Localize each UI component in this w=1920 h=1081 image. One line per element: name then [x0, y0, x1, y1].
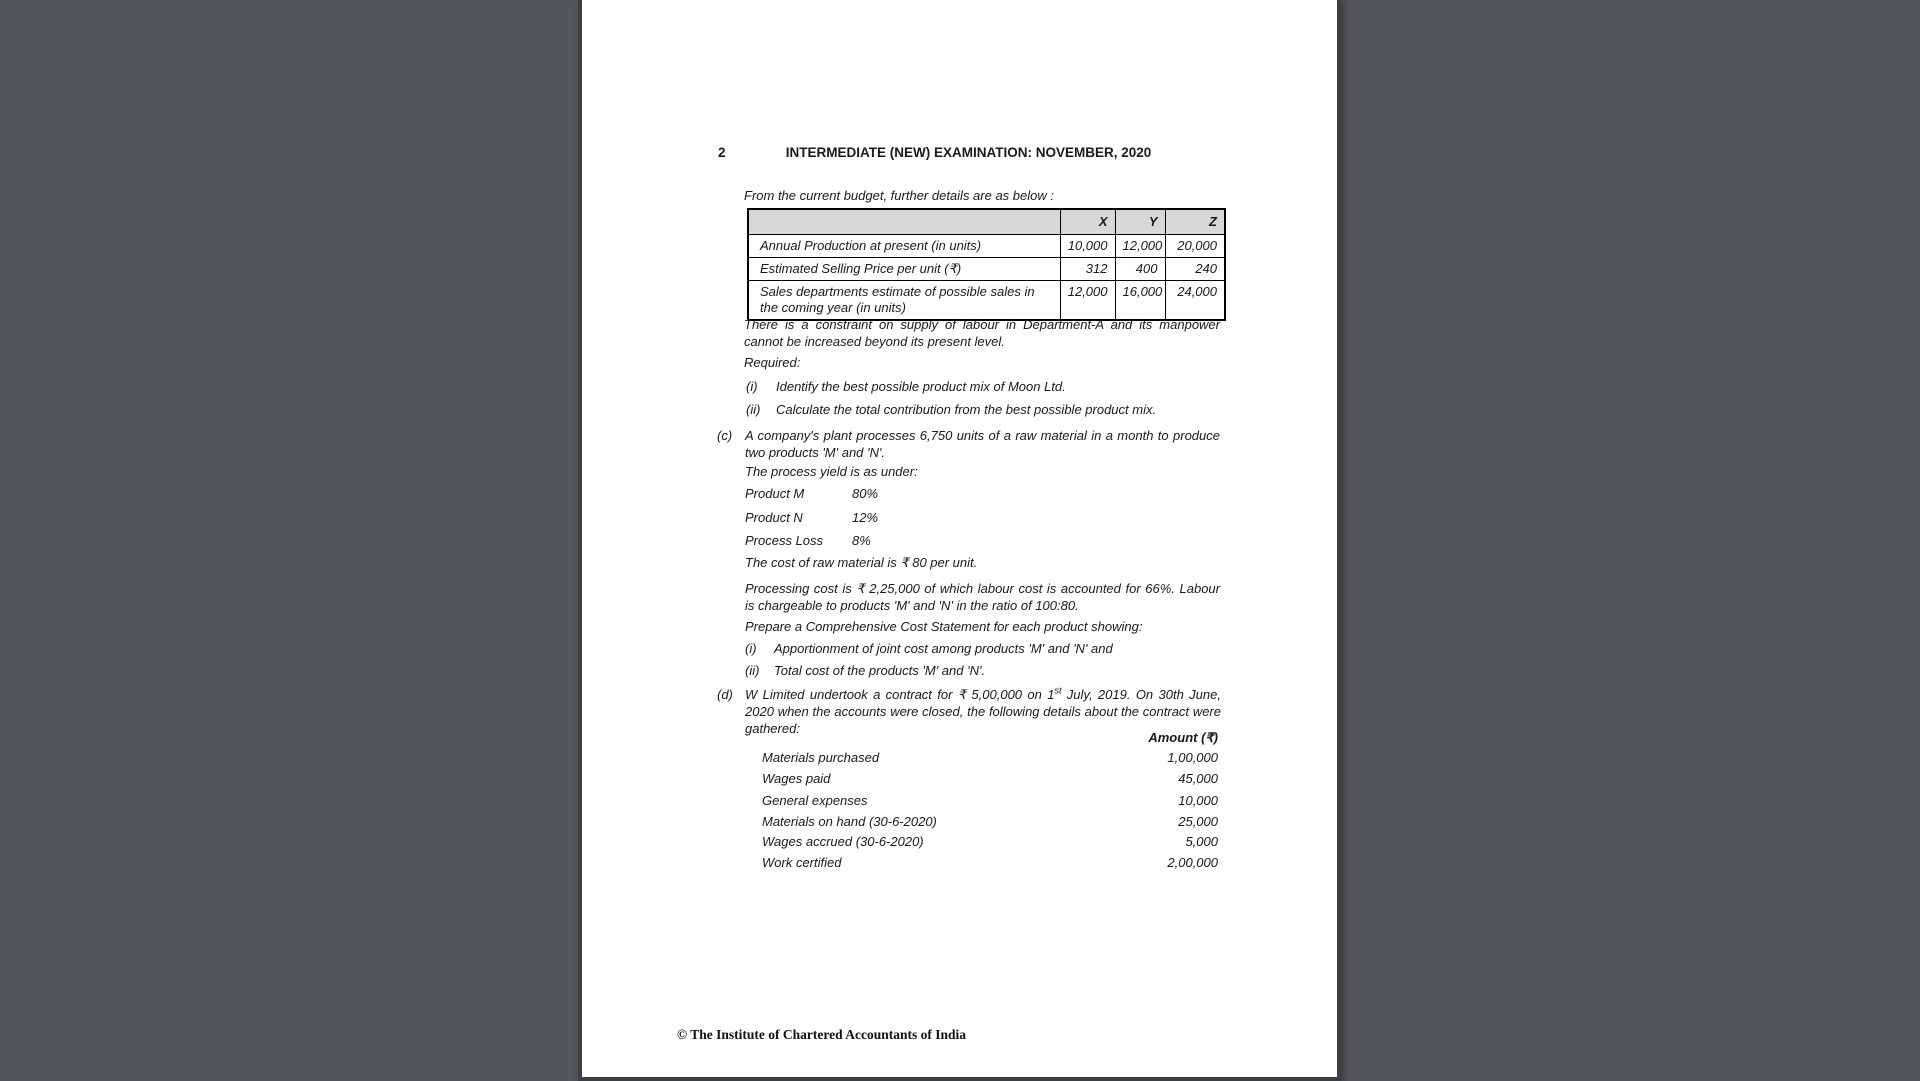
budget-value: 20,000: [1165, 235, 1225, 258]
yield-row: [745, 485, 965, 502]
yield-value: 80%: [852, 486, 879, 501]
item-marker: (i): [745, 641, 757, 656]
required-label: Required:: [744, 355, 801, 370]
budget-row-label: Annual Production at present (in units): [748, 235, 1060, 258]
yield-label: Product M: [745, 486, 805, 501]
process-yield-label: The process yield is as under:: [745, 464, 918, 479]
amount-value: 25,000: [1178, 814, 1218, 829]
amount-label: Work certified: [762, 855, 842, 870]
required-item: [746, 401, 1236, 418]
yield-row: [745, 509, 965, 526]
budget-row-selling-price: [748, 258, 1225, 281]
amount-value: 2,00,000: [1167, 855, 1218, 870]
processing-cost-text: Processing cost is ₹ 2,25,000 of which labour cost is accounted for 66%. Labour is chargeable to products 'M' and 'N' in the ratio of 100:80.: [745, 581, 1220, 613]
part-d-marker: (d): [717, 687, 733, 702]
budget-value: 312: [1060, 258, 1115, 281]
amount-column-header: Amount (₹): [1148, 730, 1218, 745]
item-marker: (i): [746, 379, 758, 394]
part-d-text-before: W Limited undertook a contract for ₹ 5,00,000 on 1: [745, 687, 1055, 702]
budget-value: 12,000: [1060, 281, 1115, 321]
amount-row: [762, 854, 1218, 871]
budget-table-col-x: X: [1060, 209, 1115, 235]
intro-text: From the current budget, further details are as below :: [744, 188, 1054, 203]
copyright-footer: © The Institute of Chartered Accountants of India: [677, 1027, 966, 1042]
amount-label: Materials on hand (30-6-2020): [762, 814, 937, 829]
item-marker: (ii): [745, 663, 760, 678]
part-c-item: [745, 640, 1235, 657]
page-number: 2: [718, 145, 726, 160]
yield-value: 8%: [852, 533, 871, 548]
budget-row-sales-estimate: [748, 281, 1225, 321]
prepare-statement-text: Prepare a Comprehensive Cost Statement for each product showing:: [745, 619, 1143, 634]
item-text: Total cost of the products 'M' and 'N'.: [774, 663, 986, 678]
budget-table-col-z: Z: [1165, 209, 1225, 235]
amount-label: Wages paid: [762, 771, 831, 786]
budget-value: 400: [1115, 258, 1165, 281]
part-c-marker: (c): [717, 428, 733, 443]
amount-row: [762, 792, 1218, 809]
amount-value: 45,000: [1178, 771, 1218, 786]
item-text: Calculate the total contribution from the best possible product mix.: [776, 402, 1157, 417]
budget-table: [747, 208, 1226, 321]
budget-table-header-row: [748, 209, 1225, 235]
constraint-text: There is a constraint on supply of labour in Department-A and its manpower cannot be increased beyond its present level.: [744, 317, 1220, 349]
item-text: Identify the best possible product mix of Moon Ltd.: [776, 379, 1066, 394]
budget-value: 10,000: [1060, 235, 1115, 258]
amount-row: [762, 749, 1218, 766]
yield-label: Product N: [745, 510, 803, 525]
budget-value: 12,000: [1115, 235, 1165, 258]
amount-value: 5,000: [1185, 834, 1218, 849]
yield-row: [745, 532, 965, 549]
part-d-text-after: July, 2019. On 30th June, 2020 when the accounts were closed, the following details about the contract were gathered:: [745, 687, 1221, 736]
amount-label: General expenses: [762, 793, 868, 808]
budget-table-col-y: Y: [1115, 209, 1165, 235]
item-marker: (ii): [746, 402, 761, 417]
raw-material-cost-text: The cost of raw material is ₹ 80 per unit.: [745, 555, 978, 570]
amount-label: Wages accrued (30-6-2020): [762, 834, 924, 849]
amount-row: [762, 833, 1218, 850]
item-text: Apportionment of joint cost among products 'M' and 'N' and: [774, 641, 1113, 656]
budget-row-production: [748, 235, 1225, 258]
budget-value: 16,000: [1115, 281, 1165, 321]
budget-table-corner-cell: [748, 209, 1060, 235]
amount-value: 10,000: [1178, 793, 1218, 808]
amount-value: 1,00,000: [1167, 750, 1218, 765]
yield-label: Process Loss: [745, 533, 824, 548]
budget-value: 240: [1165, 258, 1225, 281]
part-c-item: [745, 662, 1235, 679]
required-item: [746, 378, 1236, 395]
amount-row: [762, 813, 1218, 830]
budget-row-label: Estimated Selling Price per unit (₹): [748, 258, 1060, 281]
budget-row-label: Sales departments estimate of possible sales in the coming year (in units): [748, 281, 1060, 321]
page-header: [718, 145, 1219, 162]
document-page: [578, 0, 1341, 1081]
budget-value: 24,000: [1165, 281, 1225, 321]
exam-header-title: INTERMEDIATE (NEW) EXAMINATION: NOVEMBER, 2020: [785, 145, 1152, 160]
amount-label: Materials purchased: [762, 750, 880, 765]
amount-row: [762, 770, 1218, 787]
ordinal-superscript: st: [1054, 685, 1062, 696]
part-c-intro: A company's plant processes 6,750 units of a raw material in a month to produce two products 'M' and 'N'.: [745, 428, 1220, 460]
yield-value: 12%: [852, 510, 879, 525]
